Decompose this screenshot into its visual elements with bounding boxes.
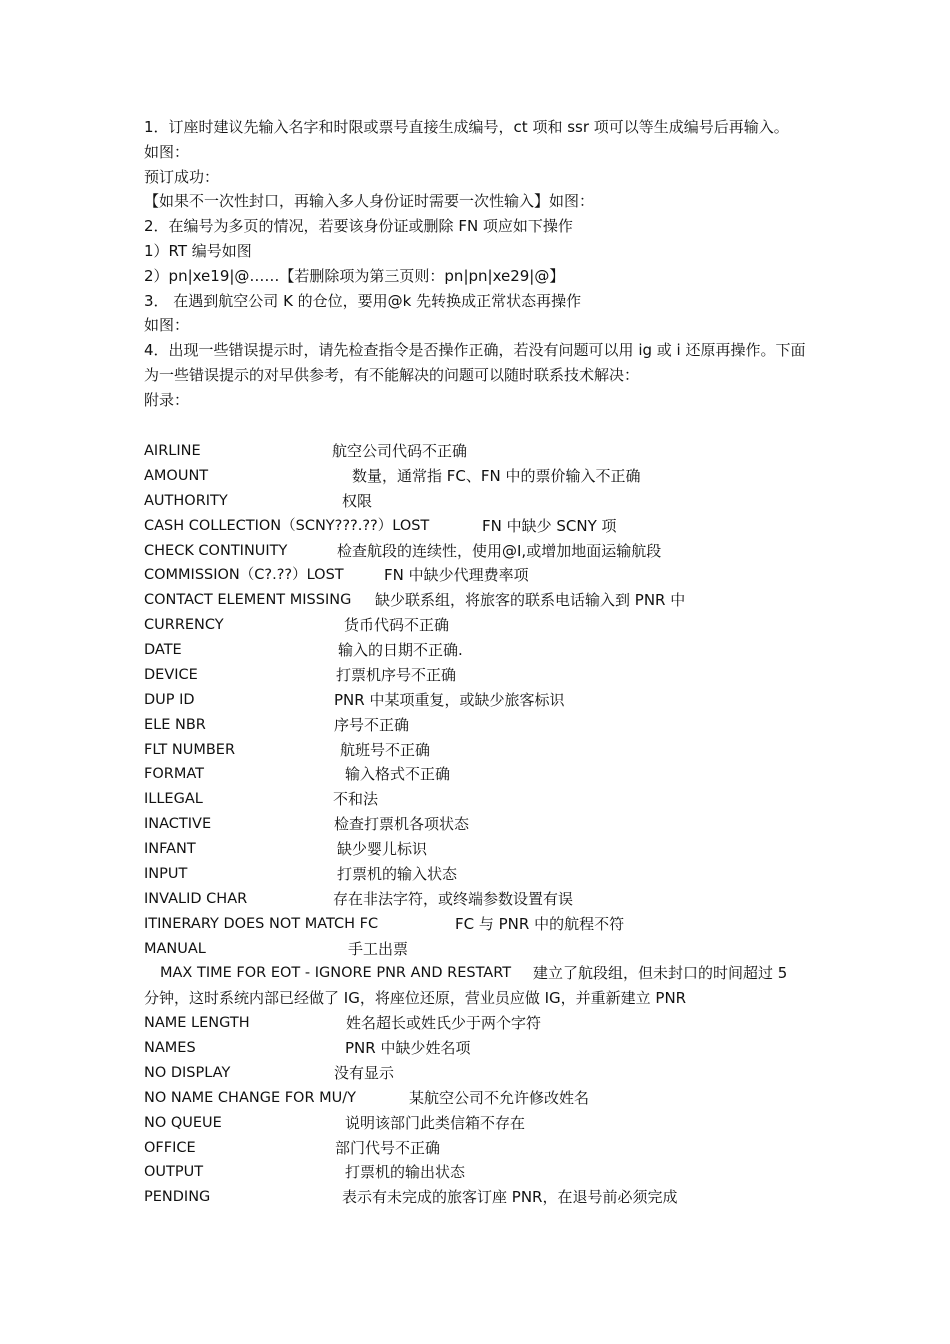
- error-code: NO QUEUE: [144, 1114, 222, 1131]
- error-description: 输入格式不正确: [345, 765, 451, 784]
- error-code: DATE: [144, 642, 182, 658]
- error-code: FLT NUMBER: [144, 741, 236, 758]
- error-code: CHECK CONTINUITY: [144, 542, 288, 559]
- error-description: 数量，通常指 FC、FN 中的票价输入不正确: [352, 466, 641, 485]
- error-description: 姓名超长或姓氏少于两个字符: [346, 1014, 542, 1033]
- error-code: MAX TIME FOR EOT - IGNORE PNR AND RESTART: [160, 965, 512, 982]
- error-code: ELE NBR: [144, 716, 206, 733]
- error-description: 航班号不正确: [340, 740, 431, 759]
- intro-paragraph-2: 2．在编号为多页的情况，若要该身份证或删除 FN 项应如下操作: [144, 217, 573, 236]
- error-description: 航空公司代码不正确: [332, 442, 468, 460]
- glossary-row: [144, 1011, 824, 1036]
- error-description: PNR 中某项重复，或缺少旅客标识: [334, 690, 565, 709]
- error-description: 打票机序号不正确: [336, 665, 457, 684]
- error-code: COMMISSION（C?.??）LOST: [144, 567, 344, 584]
- error-description: 说明该部门此类信箱不存在: [345, 1113, 526, 1132]
- error-code: CASH COLLECTION（SCNY???.??）LOST: [144, 517, 430, 534]
- error-code: INPUT: [144, 865, 188, 882]
- error-description: 部门代号不正确: [335, 1138, 441, 1157]
- glossary-row: [144, 837, 824, 862]
- error-code: MANUAL: [144, 940, 206, 957]
- glossary-row: [144, 1111, 824, 1136]
- error-description: 检查打票机各项状态: [334, 815, 470, 834]
- glossary-row: [144, 489, 824, 514]
- error-description: 不和法: [333, 790, 379, 809]
- glossary-row: [144, 1160, 824, 1185]
- glossary-row: [144, 1086, 824, 1111]
- error-description: FC 与 PNR 中的航程不符: [455, 914, 625, 933]
- error-code: CONTACT ELEMENT MISSING: [144, 592, 352, 609]
- intro-step-rt: 1）RT 编号如图: [144, 241, 252, 260]
- error-description: 货币代码不正确: [344, 616, 450, 635]
- error-code: NAMES: [144, 1040, 196, 1056]
- error-description: 序号不正确: [334, 715, 410, 734]
- error-code: AUTHORITY: [144, 492, 228, 509]
- glossary-row: [144, 812, 824, 837]
- error-description: PNR 中缺少姓名项: [345, 1039, 471, 1057]
- glossary-row: [144, 638, 824, 663]
- error-description: 打票机的输入状态: [337, 864, 458, 883]
- error-code: AIRLINE: [144, 443, 201, 459]
- intro-paragraph-3: 3． 在遇到航空公司 K 的仓位，要用@k 先转换成正常状态再操作: [144, 291, 582, 310]
- error-code: CURRENCY: [144, 617, 224, 634]
- glossary-row: [144, 713, 824, 738]
- error-code: DUP ID: [144, 691, 195, 708]
- error-code: INFANT: [144, 841, 196, 857]
- glossary-row: [144, 1185, 824, 1210]
- glossary-row: [144, 613, 824, 638]
- intro-paragraph-4: 4．出现一些错误提示时，请先检查指令是否操作正确，若没有问题可以用 ig 或 i 还原再操作。下面为一些错误提示的对早供参考，有不能解决的问题可以随时联系技术解决：: [144, 341, 806, 384]
- glossary-row: [144, 588, 824, 613]
- glossary-row: [144, 439, 824, 464]
- intro-line-multi-id-note: 【如果不一次性封口，再输入多人身份证时需要一次性输入】如图：: [144, 192, 595, 211]
- error-description: 存在非法字符，或终端参数设置有误: [333, 889, 574, 908]
- error-code: AMOUNT: [144, 467, 209, 484]
- error-code: NO NAME CHANGE FOR MU/Y: [144, 1089, 357, 1106]
- error-description: 手工出票: [348, 939, 409, 958]
- glossary-row: [144, 464, 824, 489]
- glossary-row: [144, 688, 824, 713]
- intro-line-as-shown: 如图：: [144, 142, 190, 161]
- intro-section: [144, 115, 809, 413]
- error-code: OFFICE: [144, 1139, 196, 1156]
- glossary-row: [144, 1136, 824, 1161]
- error-description: FN 中缺少 SCNY 项: [482, 516, 617, 535]
- error-code: DEVICE: [144, 666, 198, 683]
- glossary-row: [144, 912, 824, 937]
- glossary-row: [144, 539, 824, 564]
- error-description: 权限: [342, 491, 373, 510]
- error-description: 表示有未完成的旅客订座 PNR，在退号前必须完成: [342, 1188, 678, 1207]
- glossary-row: [144, 787, 824, 812]
- error-description: 某航空公司不允许修改姓名: [409, 1088, 590, 1107]
- error-glossary: [144, 439, 824, 1210]
- error-code: ILLEGAL: [144, 791, 203, 808]
- glossary-row: [144, 961, 824, 1011]
- glossary-row: [144, 887, 824, 912]
- appendix-heading: 附录：: [144, 390, 190, 409]
- error-code: NO DISPLAY: [144, 1064, 231, 1081]
- glossary-row: [144, 1036, 824, 1061]
- error-code: PENDING: [144, 1189, 211, 1206]
- error-code: INACTIVE: [144, 816, 212, 833]
- error-code: INVALID CHAR: [144, 890, 248, 907]
- intro-paragraph-1: 1．订座时建议先输入名字和时限或票号直接生成编号，ct 项和 ssr 项可以等生成编号后再输入。: [144, 118, 789, 136]
- intro-line-as-shown-2: 如图：: [144, 316, 190, 335]
- error-description: 没有显示: [334, 1063, 395, 1082]
- error-description: 缺少联系组，将旅客的联系电话输入到 PNR 中: [375, 591, 686, 610]
- error-code: NAME LENGTH: [144, 1015, 250, 1032]
- glossary-row: [144, 663, 824, 688]
- intro-step-pn: 2）pn|xe19|@……【若删除项为第三页则：pn|pn|xe29|@】: [144, 266, 565, 285]
- glossary-row: [144, 937, 824, 962]
- error-code: FORMAT: [144, 766, 204, 783]
- glossary-row: [144, 862, 824, 887]
- glossary-row: [144, 738, 824, 763]
- error-description: FN 中缺少代理费率项: [384, 566, 529, 585]
- error-description: 检查航段的连续性，使用@I,或增加地面运输航段: [337, 541, 662, 560]
- glossary-row: [144, 762, 824, 787]
- error-code: OUTPUT: [144, 1164, 204, 1181]
- glossary-row: [144, 1061, 824, 1086]
- glossary-row: [144, 563, 824, 588]
- intro-line-booking-success: 预订成功：: [144, 167, 220, 186]
- glossary-row: [144, 514, 824, 539]
- error-description: 建立了航段组，但未封口的时间超过 5: [533, 964, 788, 983]
- error-description: 打票机的输出状态: [345, 1163, 466, 1182]
- error-description: 输入的日期不正确.: [338, 641, 463, 659]
- error-description: 缺少婴儿标识: [337, 840, 428, 858]
- error-description-continued: 分钟，这时系统内部已经做了 IG，将座位还原，营业员应做 IG，并重新建立 PNR: [144, 989, 687, 1008]
- error-code: ITINERARY DOES NOT MATCH FC: [144, 915, 379, 932]
